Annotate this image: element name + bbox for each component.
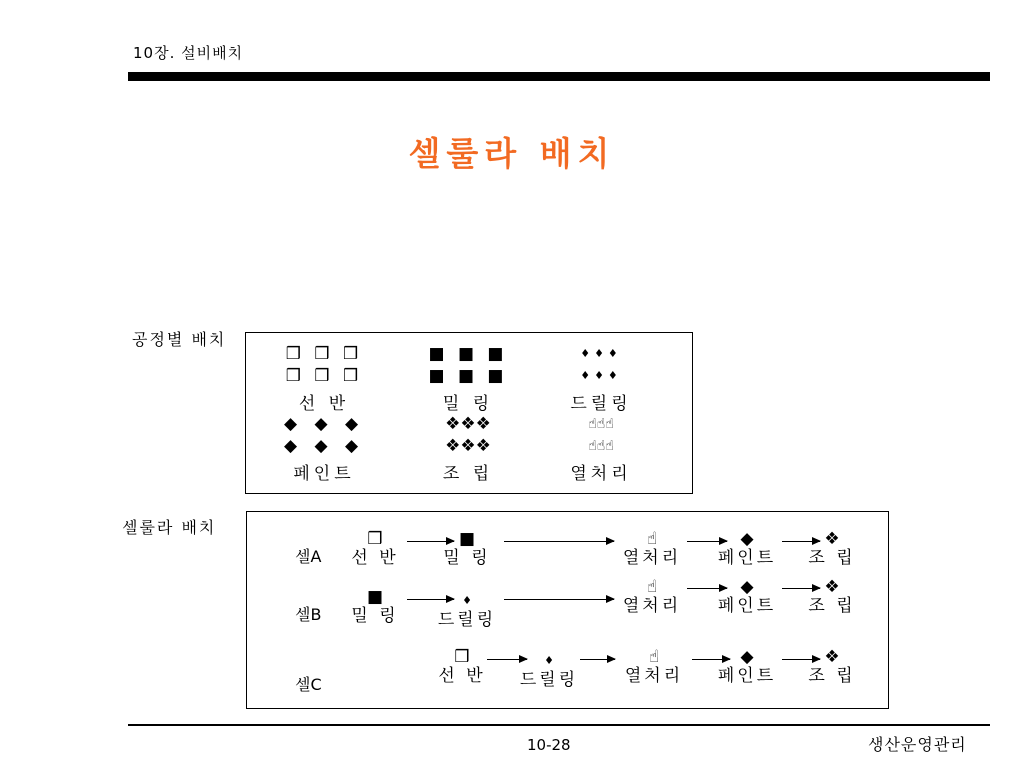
cell-b-step-2: ♦ 드릴링 (422, 592, 512, 630)
milling-icon: ■ (458, 529, 476, 549)
cell-c-step-5: ❖ 조 립 (787, 648, 877, 686)
cell-c-step-2: ♦ 드릴링 (504, 652, 594, 690)
cell-b-step-4: ◆ 페인트 (702, 578, 792, 616)
header-rule (128, 72, 990, 81)
cellular-layout-box (246, 511, 889, 709)
assembly-icon: ❖ (824, 647, 840, 667)
painting-icon: ◆ (740, 529, 754, 549)
cell-b-step-3: ☝ 열처리 (607, 578, 697, 616)
cell-c-step-1: ❒ 선 반 (417, 648, 507, 686)
milling-icon: ■ ■ ■ ■ ■ ■ (428, 344, 508, 386)
chapter-header: 10장. 설비배치 (133, 44, 244, 62)
flow-arrow (504, 541, 614, 542)
flow-arrow (504, 599, 614, 600)
process-group-drilling (541, 343, 661, 414)
page-number: 10-28 (527, 736, 571, 754)
process-group-label: 조 립 (442, 464, 494, 484)
painting-icon: ◆ ◆ ◆ ◆ ◆ ◆ (283, 414, 365, 456)
cell-a-step-4: ◆ 페인트 (702, 530, 792, 568)
lathe-icon: ❒ ❒ ❒ ❒ ❒ ❒ (285, 344, 363, 386)
lathe-icon: ❒ (454, 647, 470, 667)
process-group-label: 페인트 (293, 464, 355, 484)
process-group-label: 열처리 (570, 464, 632, 484)
cell-b-step-5: ❖ 조 립 (787, 578, 877, 616)
cell-a-step-3: ☝ 열처리 (607, 530, 697, 568)
milling-icon: ■ (366, 587, 384, 607)
slide-title: 셀룰라 배치 (408, 134, 616, 173)
painting-icon: ◆ (740, 647, 754, 667)
drilling-icon: ♦ (462, 594, 472, 607)
heat-treatment-icon: ☝ (646, 577, 658, 597)
process-group-label: 드릴링 (570, 394, 632, 414)
process-group-heat-treatment (541, 413, 661, 484)
process-layout-box (245, 332, 693, 494)
cell-b-step-1: ■ 밀 링 (330, 588, 420, 626)
cell-a-name: 셀A (295, 547, 322, 566)
cell-c-step-4: ◆ 페인트 (702, 648, 792, 686)
cell-c-step-3: ☝ 열처리 (609, 648, 699, 686)
course-name: 생산운영관리 (868, 735, 967, 754)
drilling-icon: ♦♦♦ ♦♦♦ (580, 347, 622, 382)
heat-treatment-icon: ☝☝☝ ☝☝☝ (588, 416, 614, 454)
lathe-icon: ❒ (367, 529, 383, 549)
heat-treatment-icon: ☝ (648, 647, 660, 667)
cell-a-step-2: ■ 밀 링 (422, 530, 512, 568)
drilling-icon: ♦ (544, 654, 554, 667)
process-group-label: 밀 링 (442, 394, 494, 414)
assembly-icon: ❖ (824, 577, 840, 597)
footer-rule (128, 724, 990, 726)
process-group-assembly (408, 413, 528, 484)
process-group-milling (408, 343, 528, 414)
painting-icon: ◆ (740, 577, 754, 597)
cell-a-step-5: ❖ 조 립 (787, 530, 877, 568)
cell-c-name: 셀C (295, 675, 322, 694)
cell-b-name: 셀B (295, 605, 322, 624)
process-group-label: 선 반 (298, 394, 350, 414)
process-group-painting (264, 413, 384, 484)
cellular-layout-label: 셀룰라 배치 (122, 518, 217, 537)
heat-treatment-icon: ☝ (646, 529, 658, 549)
process-group-lathe (264, 343, 384, 414)
cell-a-step-1: ❒ 선 반 (330, 530, 420, 568)
assembly-icon: ❖ (824, 529, 840, 549)
assembly-icon: ❖❖❖ ❖❖❖ (445, 414, 491, 456)
process-layout-label: 공정별 배치 (132, 330, 227, 349)
